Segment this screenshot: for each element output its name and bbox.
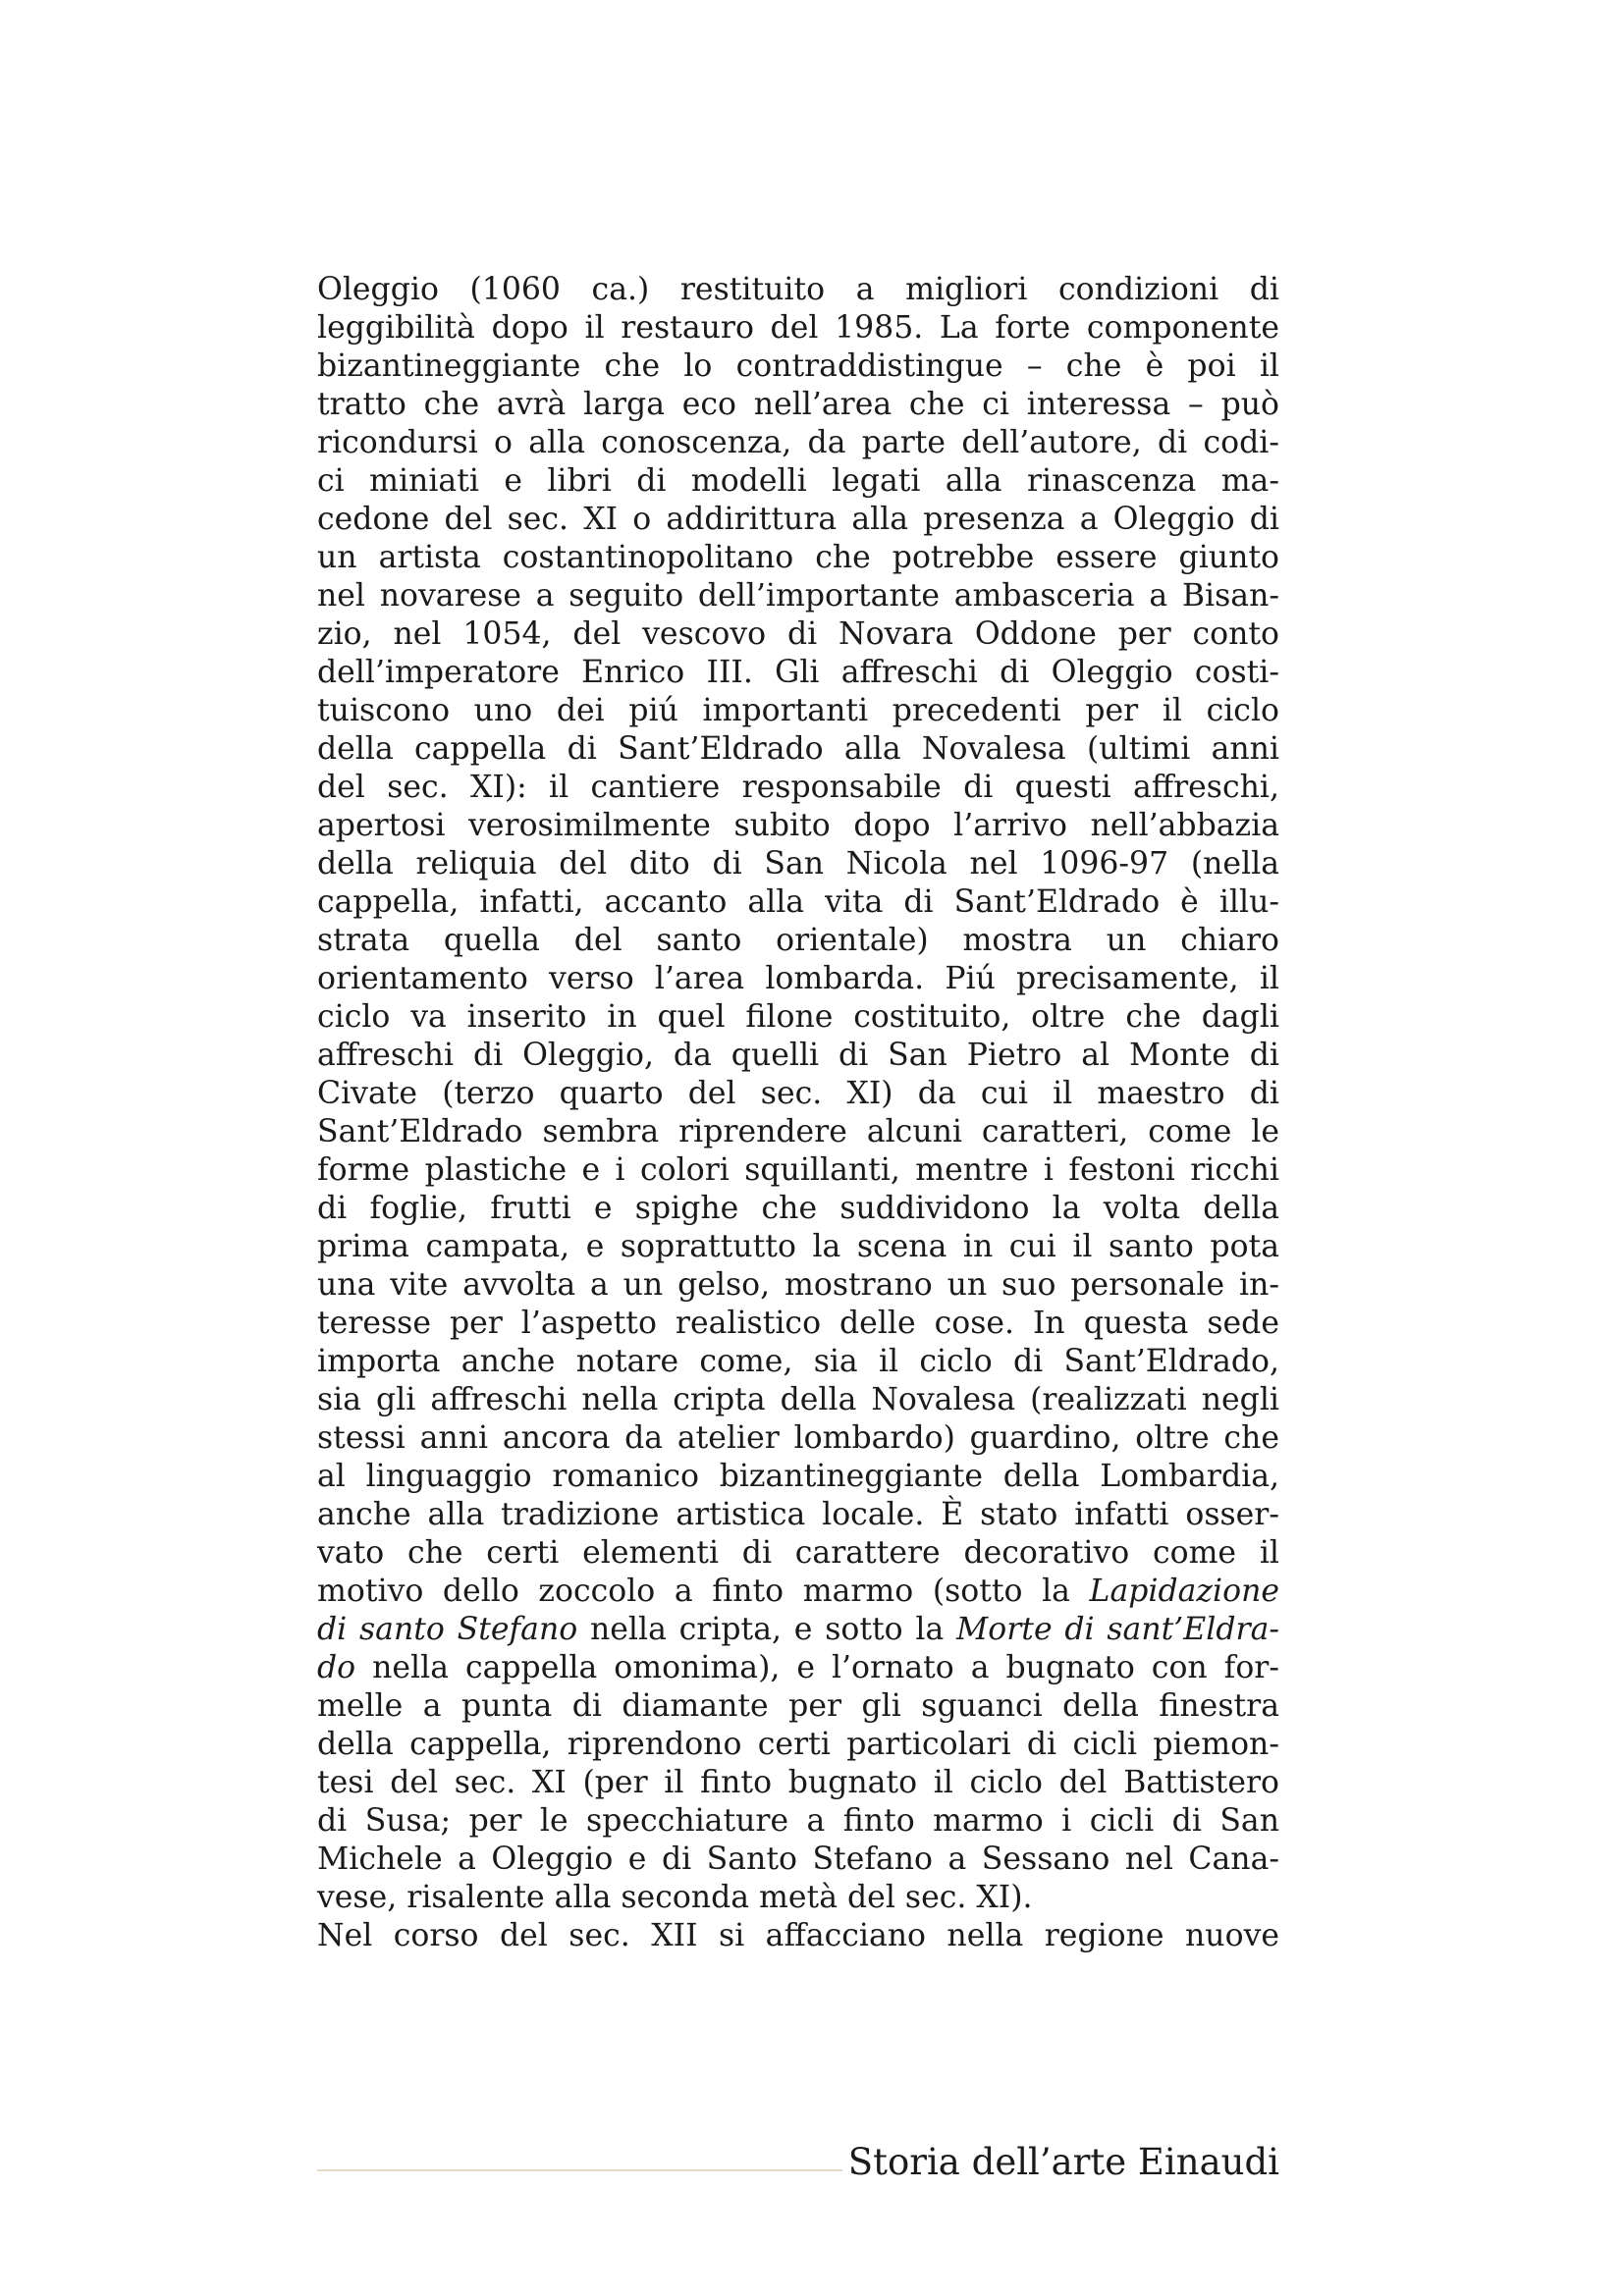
page-footer <box>317 2138 1279 2187</box>
text-line: prima campata, e soprattutto la scena in cui il santo pota <box>317 1229 1279 1264</box>
text-line: leggibilità dopo il restauro del 1985. La forte componente <box>317 310 1279 346</box>
text-line: orientamento verso l’area lombarda. Piú precisamente, il <box>317 961 1279 996</box>
text-line-mixed <box>317 1611 1279 1649</box>
text-line: importa anche notare come, sia il ciclo di Sant’Eldrado, <box>317 1344 1279 1379</box>
text-line: cappella, infatti, accanto alla vita di Sant’Eldrado è illu- <box>317 884 1279 920</box>
text-line: Oleggio (1060 ca.) restituito a migliori condizioni di <box>317 272 1279 307</box>
text-line: della cappella di Sant’Eldrado alla Novalesa (ultimi anni <box>317 731 1279 767</box>
text-line: vato che certi elementi di carattere decorativo come il <box>317 1535 1279 1571</box>
text-line: tratto che avrà larga eco nell’area che ci interessa – può <box>317 387 1279 422</box>
text-line: di Susa; per le specchiature a finto marmo i cicli di San <box>317 1803 1279 1839</box>
text-line: di foglie, frutti e spighe che suddividono la volta della <box>317 1191 1279 1226</box>
text-line-mixed <box>317 1573 1279 1611</box>
text-line: forme plastiche e i colori squillanti, mentre i festoni ricchi <box>317 1152 1279 1188</box>
text-line: al linguaggio romanico bizantineggiante della Lombardia, <box>317 1459 1279 1494</box>
text-line-mixed <box>317 1649 1279 1687</box>
text-line: dell’imperatore Enrico III. Gli affreschi di Oleggio costi- <box>317 655 1279 690</box>
text-line: apertosi verosimilmente subito dopo l’arrivo nell’abbazia <box>317 808 1279 843</box>
text-line: affreschi di Oleggio, da quelli di San Pietro al Monte di <box>317 1038 1279 1073</box>
italic-title-continuation: do <box>317 1650 356 1685</box>
text-line: Sant’Eldrado sembra riprendere alcuni caratteri, come le <box>317 1114 1279 1149</box>
text-line: ci miniati e libri di modelli legati alla rinascenza ma- <box>317 463 1279 499</box>
text-line: Nel corso del sec. XII si affacciano nella regione nuove <box>317 1918 1279 1953</box>
text-line: Michele a Oleggio e di Santo Stefano a Sessano nel Cana- <box>317 1842 1279 1877</box>
text-line: una vite avvolta a un gelso, mostrano un suo personale in- <box>317 1267 1279 1303</box>
text-line: tesi del sec. XI (per il finto bugnato il ciclo del Battistero <box>317 1765 1279 1800</box>
footer-rule <box>317 2169 842 2171</box>
text-line: Civate (terzo quarto del sec. XI) da cui il maestro di <box>317 1076 1279 1111</box>
italic-title-morte: Morte di sant’Eldra- <box>956 1612 1279 1647</box>
italic-title-santo-stefano: di santo Stefano <box>317 1612 578 1647</box>
text-run: motivo dello zoccolo a finto marmo (sotto la <box>317 1574 1090 1609</box>
text-line: della reliquia del dito di San Nicola nel 1096-97 (nella <box>317 846 1279 881</box>
text-line: della cappella, riprendono certi particolari di cicli piemon- <box>317 1727 1279 1762</box>
text-line: zio, nel 1054, del vescovo di Novara Oddone per conto <box>317 616 1279 652</box>
text-run: nella cripta, e sotto la <box>577 1612 957 1647</box>
text-line: strata quella del santo orientale) mostra un chiaro <box>317 923 1279 958</box>
footer-title: Storia dell’arte Einaudi <box>847 2141 1279 2183</box>
text-line: ricondursi o alla conoscenza, da parte dell’autore, di codi- <box>317 425 1279 460</box>
text-line: vese, risalente alla seconda metà del sec. XI). <box>317 1880 1033 1915</box>
text-line: del sec. XI): il cantiere responsabile di questi affreschi, <box>317 770 1279 805</box>
text-line: teresse per l’aspetto realistico delle cose. In questa sede <box>317 1306 1279 1341</box>
italic-title-lapidazione: Lapidazione <box>1089 1574 1279 1609</box>
text-line: melle a punta di diamante per gli sguanci della finestra <box>317 1688 1279 1724</box>
text-line: cedone del sec. XI o addirittura alla presenza a Oleggio di <box>317 502 1279 537</box>
text-line: anche alla tradizione artistica locale. È stato infatti osser- <box>317 1497 1279 1532</box>
text-line: tuiscono uno dei piú importanti precedenti per il ciclo <box>317 693 1279 728</box>
text-line: ciclo va inserito in quel filone costituito, oltre che dagli <box>317 999 1279 1035</box>
body-text <box>317 271 1279 1955</box>
text-line: bizantineggiante che lo contraddistingue – che è poi il <box>317 348 1279 384</box>
text-line: stessi anni ancora da atelier lombardo) guardino, oltre che <box>317 1420 1279 1456</box>
text-line: sia gli affreschi nella cripta della Novalesa (realizzati negli <box>317 1382 1279 1417</box>
text-line: un artista costantinopolitano che potrebbe essere giunto <box>317 540 1279 575</box>
text-line: nel novarese a seguito dell’importante ambasceria a Bisan- <box>317 578 1279 614</box>
text-run: nella cappella omonima), e l’ornato a bugnato con for- <box>355 1650 1279 1685</box>
